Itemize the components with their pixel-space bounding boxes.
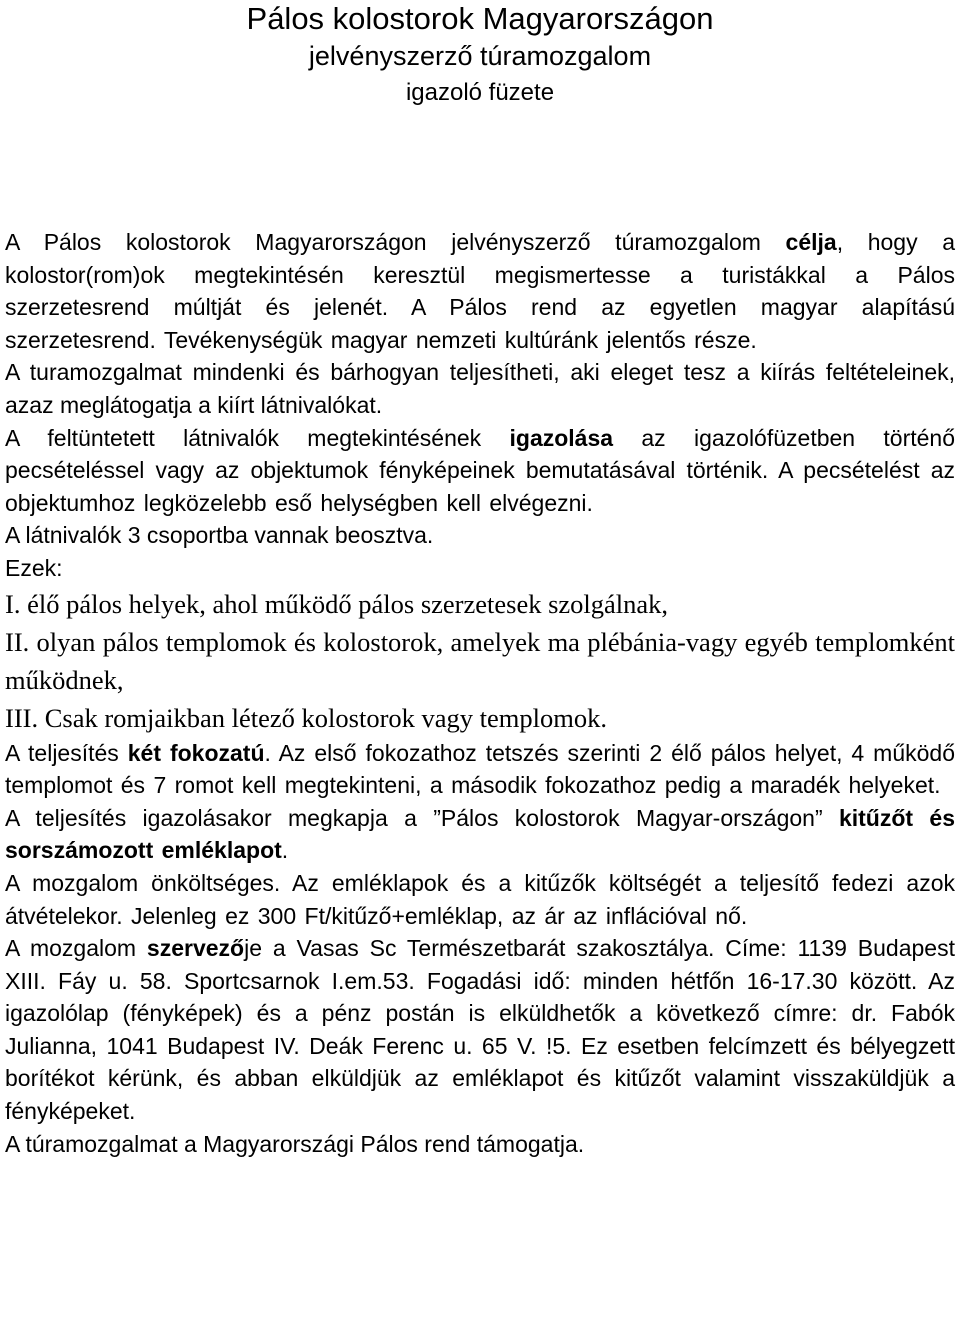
header	[5, 0, 955, 111]
page-title: Pálos kolostorok Magyarországon	[246, 1, 714, 36]
document-body	[5, 226, 955, 1160]
bold-text: célja	[785, 229, 837, 255]
group-item-3: III. Csak romjaikban létező kolostorok vagy templomok.	[5, 702, 608, 733]
text-run: , hogy a kolostor(rom)ok megtekintésén keresztül megismertesse a turistákkal a Pálos szerzetesrend múltját és jelenét. A Pálos rend az egyetlen magyar alapítású szerzetesrend. Tevékenységük magyar nemzeti kultúránk jelentős része.	[5, 229, 955, 353]
paragraph-award	[5, 802, 955, 867]
paragraph-participation: A turamozgalmat mindenki és bárhogyan teljesítheti, aki eleget tesz a kiírás feltételeinek, azaz meglátogatja a kiírt látnivalókat.	[5, 359, 955, 418]
page-subtitle: jelvényszerző túramozgalom	[308, 41, 652, 71]
paragraph-costs: A mozgalom önköltséges. Az emléklapok és a kitűzők költségét a teljesítő fedezi azok átvételekor. Jelenleg ez 300 Ft/kitűző+emléklap, az ár az inflációval nő.	[5, 869, 955, 929]
paragraph-list-intro: Ezek:	[5, 554, 63, 581]
bold-text: két fokozatú	[127, 739, 265, 766]
bold-text: kitűzőt és sorszámozott emléklapot	[5, 804, 956, 864]
text-run: .	[281, 837, 289, 864]
paragraph-verification	[5, 422, 955, 520]
text-run: az igazolófüzetben történő pecsételéssel vagy az objektumok fényképeinek bemutatásával történik. A pecsételést az objektumhoz legközelebb eső helységben kell elvégezni.	[5, 424, 955, 516]
text-run: A mozgalom	[5, 935, 147, 962]
text-run: . Az első fokozathoz tetszés szerinti 2 élő pálos helyet, 4 működő templomot és 7 romot kell megtekinteni, a második fokozathoz pedig a maradék helyeket.	[5, 739, 956, 799]
bold-text: igazolása	[509, 424, 614, 451]
page-subtitle-secondary: igazoló füzete	[405, 79, 555, 106]
text-run: A teljesítés igazolásakor megkapja a ”Pálos kolostorok Magyar-országon”	[5, 804, 839, 831]
text-run: A teljesítés	[5, 739, 128, 766]
text-run: je a Vasas Sc Természetbarát szakosztálya. Címe: 1139 Budapest XIII. Fáy u. 58. Sportcsarnok I.em.53. Fogadási idő: minden hétfőn 16-17.30 között. Az igazolólap (fényképek) és a pénz postán is elküldhetők a következő címre: dr. Fabók Julianna, 1041 Budapest IV. Deák Ferenc u. 65 V. !5. Ez esetben felcímzett és bélyegzett borítékot kérünk, és abban elküldjük az emléklapot és kitűzőt valamint visszaküldjük a fényképeket.	[5, 935, 955, 1125]
text-run: A Pálos kolostorok Magyarországon jelvényszerző túramozgalom	[5, 229, 786, 255]
group-item-1: I. élő pálos helyek, ahol működő pálos szerzetesek szolgálnak,	[5, 588, 669, 619]
paragraph-organizer	[5, 932, 955, 1128]
bold-text: szervező	[146, 935, 245, 962]
paragraph-support: A túramozgalmat a Magyarországi Pálos rend támogatja.	[5, 1130, 585, 1157]
group-item-2: II. olyan pálos templomok és kolostorok, amelyek ma plébánia-vagy egyéb templomként működnek,	[5, 626, 955, 695]
paragraph-groups: A látnivalók 3 csoportba vannak beosztva.	[5, 522, 434, 549]
paragraph-purpose	[5, 226, 955, 356]
text-run: A feltüntetett látnivalók megtekintésének	[5, 424, 510, 451]
paragraph-levels	[5, 737, 955, 802]
